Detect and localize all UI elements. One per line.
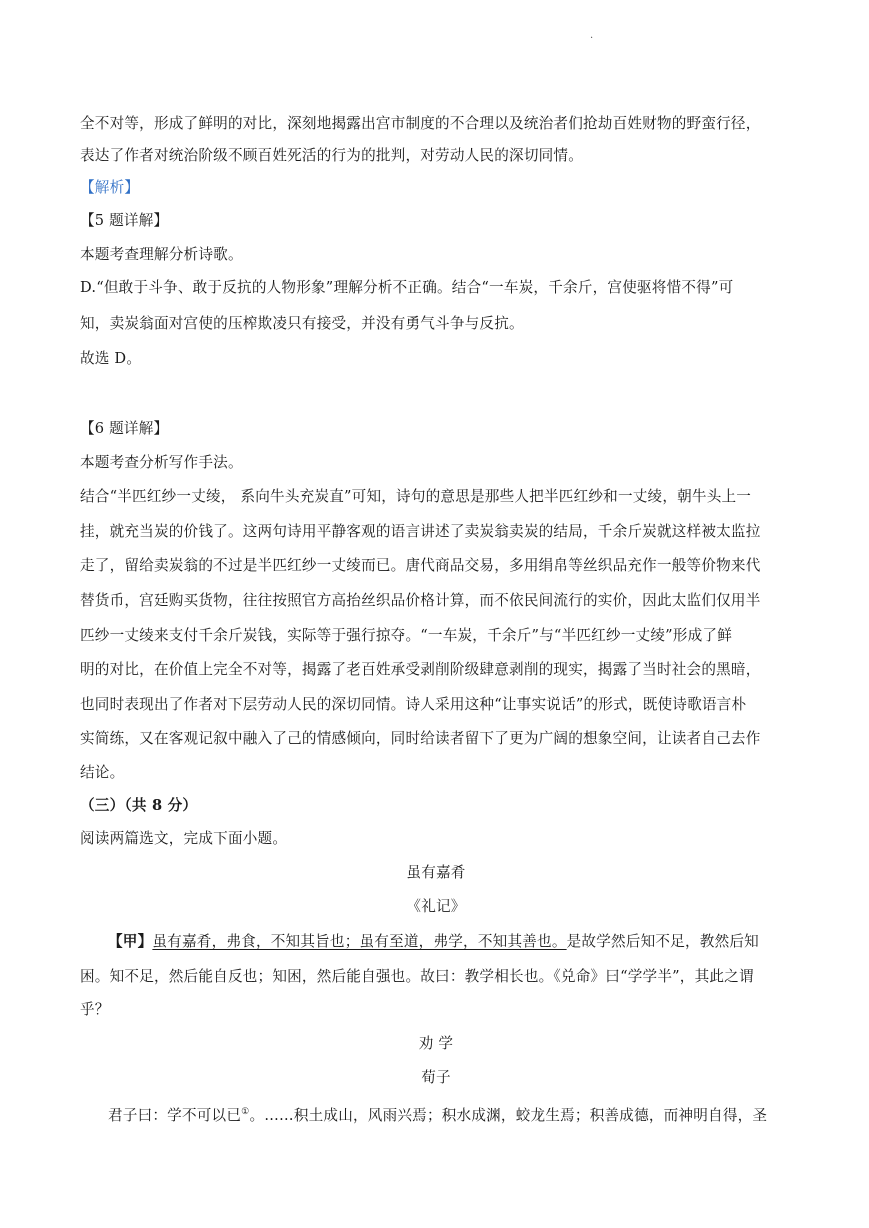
instruction-line: 阅读两篇选文，完成下面小题。 [80,830,288,847]
text-source: 《礼记》 [406,898,466,915]
paragraph-line: 结合“半匹红纱一丈绫， 系向牛头充炭直”可知，诗句的意思是那些人把半匹红纱和一丈绫，朝牛头上一 [80,488,752,505]
paragraph-line: 也同时表现出了作者对下层劳动人民的深切同情。诗人采用这种“让事实说话”的形式，既使诗歌语言朴 [80,696,747,713]
paragraph-line: 知，卖炭翁面对宫使的压榨欺凌只有接受，并没有勇气斗争与反抗。 [80,315,524,332]
paragraph-line: 困。知不足，然后能自反也；知困，然后能自强也。故曰：教学相长也。《兑命》曰“学学半”，其此之谓 [80,968,754,985]
paragraph-line: 结论。 [80,764,125,781]
passage-text: 君子曰：学不可以已 [108,1106,242,1124]
paragraph-line: 明的对比，在价值上完全不对等，揭露了老百姓承受剥削阶级肆意剥削的现实，揭露了当时社会的黑暗， [80,661,761,678]
text-title: 虽有嘉肴 [406,864,466,881]
passage-text: 是故学然后知不足，教然后知 [566,933,759,950]
paragraph-line: 乎？ [80,1001,110,1018]
paragraph-line: 全不对等，形成了鲜明的对比，深刻地揭露出宫市制度的不合理以及统治者们抢劫百姓财物的野蛮行径， [80,115,761,132]
paragraph-line: 实简练，又在客观记叙中融入了己的情感倾向，同时给读者留下了更为广阔的想象空间，让读者自己去作 [80,730,761,747]
paragraph-line: 表达了作者对统治阶级不顾百姓死活的行为的批判，对劳动人民的深切同情。 [80,147,583,164]
paragraph-line: 匹纱一丈绫来支付千余斤炭钱，实际等于强行掠夺。“一车炭，千余斤”与“半匹红纱一丈绫”形成了鲜 [80,627,732,644]
paragraph-line: 本题考查分析写作手法。 [80,454,243,471]
paragraph-line: 本题考查理解分析诗歌。 [80,246,243,263]
passage-line [108,1102,767,1126]
jia-label: 【甲】 [108,933,153,950]
answer-line: 故选 D。 [80,350,142,367]
footnote-marker: ① [241,1107,250,1117]
paragraph-line: 走了，留给卖炭翁的不过是半匹红纱一丈绫而已。唐代商品交易，多用绢帛等丝织品充作一般等价物来代 [80,557,761,574]
underlined-quote: 虽有嘉肴，弗食，不知其旨也；虽有至道，弗学，不知其善也。 [152,933,567,950]
analysis-label: 【解析】 [80,179,140,196]
paragraph-line: 替货币，宫廷购买货物，往往按照官方高抬丝织品价格计算，而不依民间流行的实价，因此太监们仅用半 [80,592,761,609]
header-mark: . [590,30,594,41]
passage-text: 。……积土成山，风雨兴焉；积水成渊，蛟龙生焉；积善成德，而神明自得，圣 [249,1106,768,1124]
q5-heading: 【5 题详解】 [80,212,169,229]
text-title: 劝 学 [418,1035,454,1052]
paragraph-line: 挂，就充当炭的价钱了。这两句诗用平静客观的语言讲述了卖炭翁卖炭的结局，千余斤炭就这样被太监拉 [80,523,761,540]
section-heading: （三）（共 8 分） [80,797,198,814]
jia-passage-line [108,932,759,952]
paragraph-line: D.“但敢于斗争、敢于反抗的人物形象”理解分析不正确。结合“一车炭，千余斤，宫使驱将惜不得”可 [80,279,734,296]
q6-heading: 【6 题详解】 [80,420,169,437]
text-author: 荀子 [421,1069,451,1086]
